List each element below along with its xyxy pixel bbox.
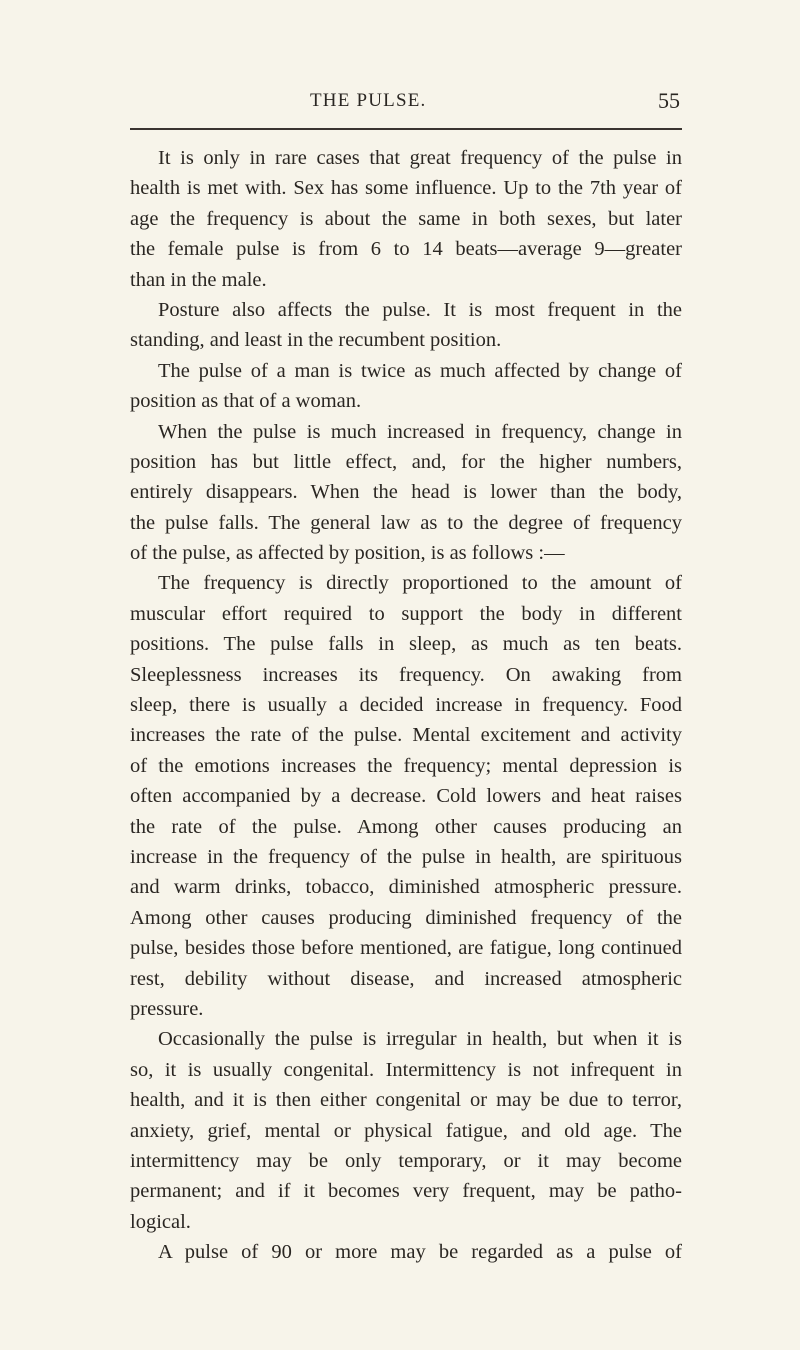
- text-line: often accompanied by a decrease. Cold lowers and heat raises: [130, 785, 682, 808]
- text-line: pulse, besides those before mentioned, are fatigue, long continued: [130, 937, 682, 960]
- page-header: [130, 90, 682, 130]
- text-line: muscular effort required to support the body in different: [130, 602, 682, 625]
- text-line: positions. The pulse falls in sleep, as much as ten beats.: [130, 633, 682, 656]
- text-line: Among other causes producing diminished frequency of the: [130, 906, 682, 929]
- text-line: the pulse falls. The general law as to the degree of frequency: [130, 511, 682, 534]
- text-line: sleep, there is usually a decided increase in frequency. Food: [130, 694, 682, 717]
- text-line: Sleeplessness increases its frequency. On awaking from: [130, 663, 682, 686]
- text-line: so, it is usually congenital. Intermittency is not infrequent in: [130, 1058, 682, 1081]
- text-line: rest, debility without disease, and increased atmospheric: [130, 967, 682, 990]
- text-line: standing, and least in the recumbent position.: [130, 329, 502, 352]
- text-line: It is only in rare cases that great frequency of the pulse in: [158, 147, 682, 169]
- text-line: logical.: [130, 1210, 191, 1233]
- text-line: pressure.: [130, 997, 204, 1020]
- text-line: entirely disappears. When the head is lower than the body,: [130, 481, 682, 504]
- text-line: the female pulse is from 6 to 14 beats—average 9—greater: [130, 238, 682, 261]
- text-line: and warm drinks, tobacco, diminished atmospheric pressure.: [130, 876, 682, 899]
- text-line: health is met with. Sex has some influence. Up to the 7th year of: [130, 177, 682, 200]
- text-line: permanent; and if it becomes very frequent, may be patho-: [130, 1180, 682, 1203]
- text-line: age the frequency is about the same in both sexes, but later: [130, 207, 682, 230]
- text-line: When the pulse is much increased in frequency, change in: [158, 420, 682, 443]
- text-line: intermittency may be only temporary, or it may become: [130, 1149, 682, 1172]
- text-line: health, and it is then either congenital or may be due to terror,: [130, 1089, 682, 1112]
- text-line: the rate of the pulse. Among other causes producing an: [130, 815, 682, 838]
- text-line: of the pulse, as affected by position, is as follows :—: [130, 542, 565, 565]
- text-line: position has but little effect, and, for the higher numbers,: [130, 450, 682, 473]
- text-line: Occasionally the pulse is irregular in health, but when it is: [158, 1028, 682, 1051]
- text-line: increase in the frequency of the pulse in health, are spirituous: [130, 845, 682, 868]
- running-title: THE PULSE.: [310, 90, 427, 111]
- text-line: position as that of a woman.: [130, 390, 362, 413]
- text-line: Posture also affects the pulse. It is most frequent in the: [158, 298, 682, 321]
- header-rule: [130, 128, 682, 130]
- text-line: than in the male.: [130, 268, 267, 291]
- text-line: anxiety, grief, mental or physical fatigue, and old age. The: [130, 1119, 682, 1142]
- text-line: A pulse of 90 or more may be regarded as a pulse of: [158, 1241, 682, 1264]
- page-number: 55: [658, 88, 680, 113]
- text-line: increases the rate of the pulse. Mental excitement and activity: [130, 724, 682, 747]
- text-line: The pulse of a man is twice as much affected by change of: [158, 359, 682, 382]
- text-line: The frequency is directly proportioned to the amount of: [158, 572, 682, 595]
- body-text: [130, 143, 682, 1267]
- text-line: of the emotions increases the frequency; mental depression is: [130, 754, 682, 777]
